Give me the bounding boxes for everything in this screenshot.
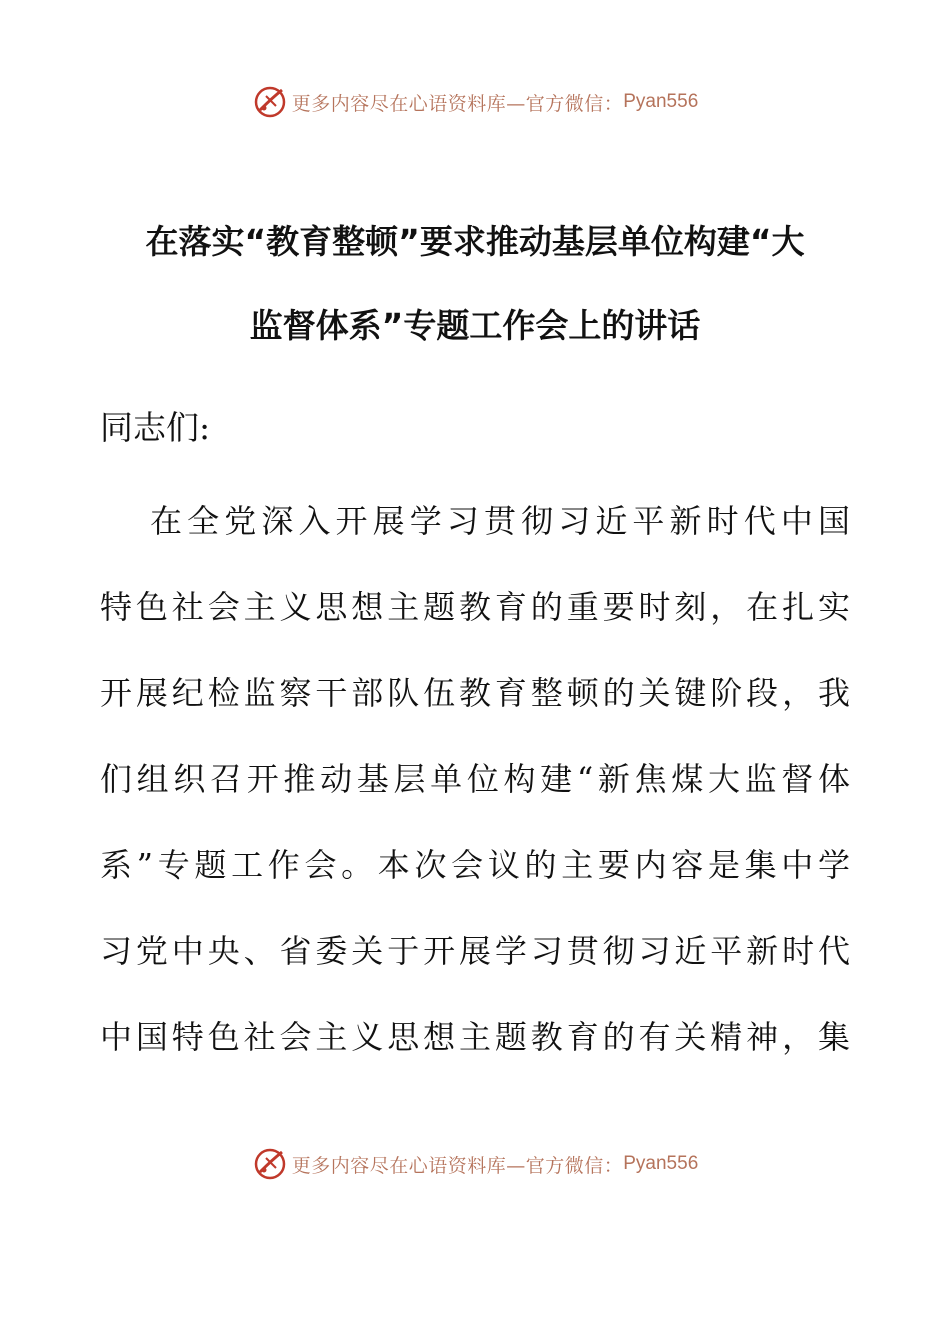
body-line: 习党中央、省委关于开展学习贯彻习近平新时代: [100, 932, 850, 970]
title-line-1: 在落实“教育整顿”要求推动基层单位构建“大: [145, 222, 805, 261]
header-watermark-banner: [0, 80, 950, 124]
body-line: 在全党深入开展学习贯彻习近平新时代中国: [150, 502, 850, 540]
pen-nib-logo-icon: [252, 1146, 288, 1182]
pen-nib-logo-icon: [252, 84, 288, 120]
document-title: [100, 200, 850, 368]
banner-wechat-handle: Pyan556: [623, 1153, 699, 1174]
salutation: 同志们:: [100, 408, 211, 447]
footer-watermark-banner: [0, 1142, 950, 1186]
body-line: 中国特色社会主义思想主题教育的有关精神，集: [100, 1018, 850, 1056]
title-line-2: 监督体系”专题工作会上的讲话: [249, 306, 701, 345]
body-line: 系”专题工作会。本次会议的主要内容是集中学: [100, 846, 850, 884]
body-line: 开展纪检监察干部队伍教育整顿的关键阶段，我: [100, 674, 850, 712]
body-line: 们组织召开推动基层单位构建“新焦煤大监督体: [100, 760, 850, 798]
body-paragraph: [100, 488, 850, 1090]
banner-text: 更多内容尽在心语资料库—官方微信：: [291, 1154, 624, 1177]
banner-wechat-handle: Pyan556: [623, 91, 699, 112]
banner-text: 更多内容尽在心语资料库—官方微信：: [291, 92, 624, 115]
body-line: 特色社会主义思想主题教育的重要时刻，在扎实: [100, 588, 850, 626]
